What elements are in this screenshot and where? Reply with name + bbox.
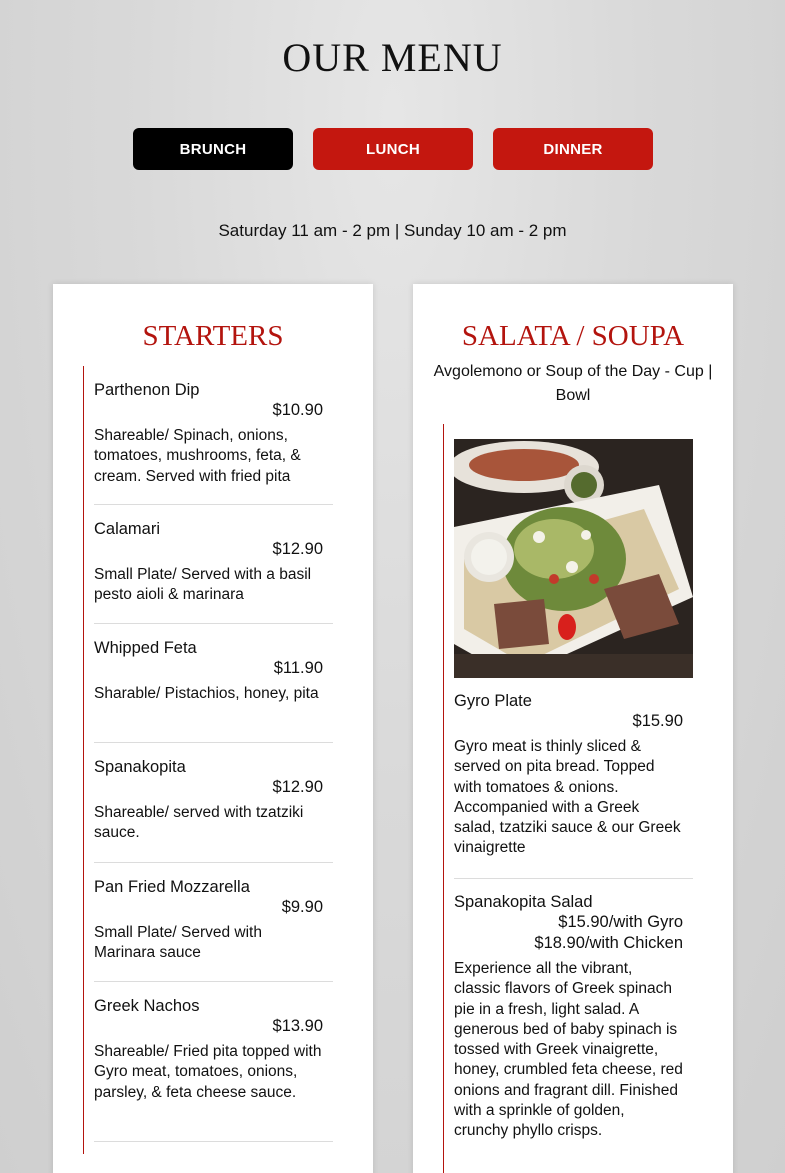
item-description: Shareable/ served with tzatziki sauce.	[94, 804, 304, 842]
item-price: $13.90	[272, 1017, 323, 1035]
item-price: $12.90	[272, 540, 323, 558]
gyro-plate-photo	[454, 439, 693, 678]
section-rule	[83, 366, 84, 1154]
item-price: $11.90	[273, 659, 323, 677]
list-item	[454, 689, 693, 879]
list-item	[94, 378, 333, 505]
item-description: Sharable/ Pistachios, honey, pita	[94, 685, 319, 702]
item-description: Shareable/ Spinach, onions, tomatoes, mushrooms, feta, & cream. Served with fried pita	[94, 427, 301, 485]
list-item	[454, 879, 693, 1173]
item-price: $15.90	[632, 712, 683, 730]
item-price-alt: $18.90/with Chicken	[534, 934, 683, 952]
brunch-hours: Saturday 11 am - 2 pm | Sunday 10 am - 2 pm	[218, 221, 567, 240]
page-title: OUR MENU	[282, 35, 503, 80]
item-name: Greek Nachos	[94, 997, 200, 1015]
item-name: Gyro Plate	[454, 692, 532, 710]
item-name: Parthenon Dip	[94, 381, 200, 399]
list-item	[94, 743, 333, 863]
starters-list	[94, 378, 333, 1142]
tab-lunch[interactable]: LUNCH	[313, 128, 473, 170]
tab-brunch[interactable]: BRUNCH	[133, 128, 293, 170]
section-subtitle: Avgolemono or Soup of the Day - Cup | Bowl	[433, 363, 713, 404]
item-description: Gyro meat is thinly sliced & served on pita bread. Topped with tomatoes & onions. Accompanied with a Greek salad, tzatziki sauce & our Greek vinaigrette	[454, 738, 681, 857]
section-title-starters: STARTERS	[142, 320, 284, 352]
list-item	[94, 982, 333, 1142]
item-name: Spanakopita	[94, 758, 186, 776]
section-title-salata: SALATA / SOUPA	[461, 320, 685, 352]
item-price: $12.90	[272, 778, 323, 796]
starters-card	[53, 284, 373, 1173]
list-item	[94, 863, 333, 982]
tab-dinner[interactable]: DINNER	[493, 128, 653, 170]
salata-list	[454, 689, 693, 1173]
list-item	[94, 624, 333, 743]
item-name: Whipped Feta	[94, 639, 197, 657]
item-name: Spanakopita Salad	[454, 893, 593, 911]
item-description: Experience all the vibrant, classic flavors of Greek spinach pie in a fresh, light salad. A generous bed of baby spinach is tossed with Greek vinaigrette, honey, crumbled feta cheese, red onions and fragrant dill. Finished with a sprinkle of golden, crunchy phyllo crisps.	[454, 960, 683, 1140]
item-price: $9.90	[281, 898, 323, 916]
salata-card	[413, 284, 733, 1173]
item-name: Pan Fried Mozzarella	[94, 878, 250, 896]
list-item	[94, 505, 333, 624]
item-description: Small Plate/ Served with Marinara sauce	[94, 924, 262, 962]
menu-tabs	[133, 128, 653, 170]
item-price: $10.90	[272, 401, 323, 419]
item-name: Calamari	[94, 520, 161, 538]
section-rule	[443, 424, 444, 1173]
item-price: $15.90/with Gyro	[558, 913, 683, 931]
food-image	[454, 439, 693, 678]
item-description: Shareable/ Fried pita topped with Gyro meat, tomatoes, onions, parsley, & feta cheese sauce.	[94, 1043, 322, 1101]
item-description: Small Plate/ Served with a basil pesto aioli & marinara	[94, 566, 312, 604]
